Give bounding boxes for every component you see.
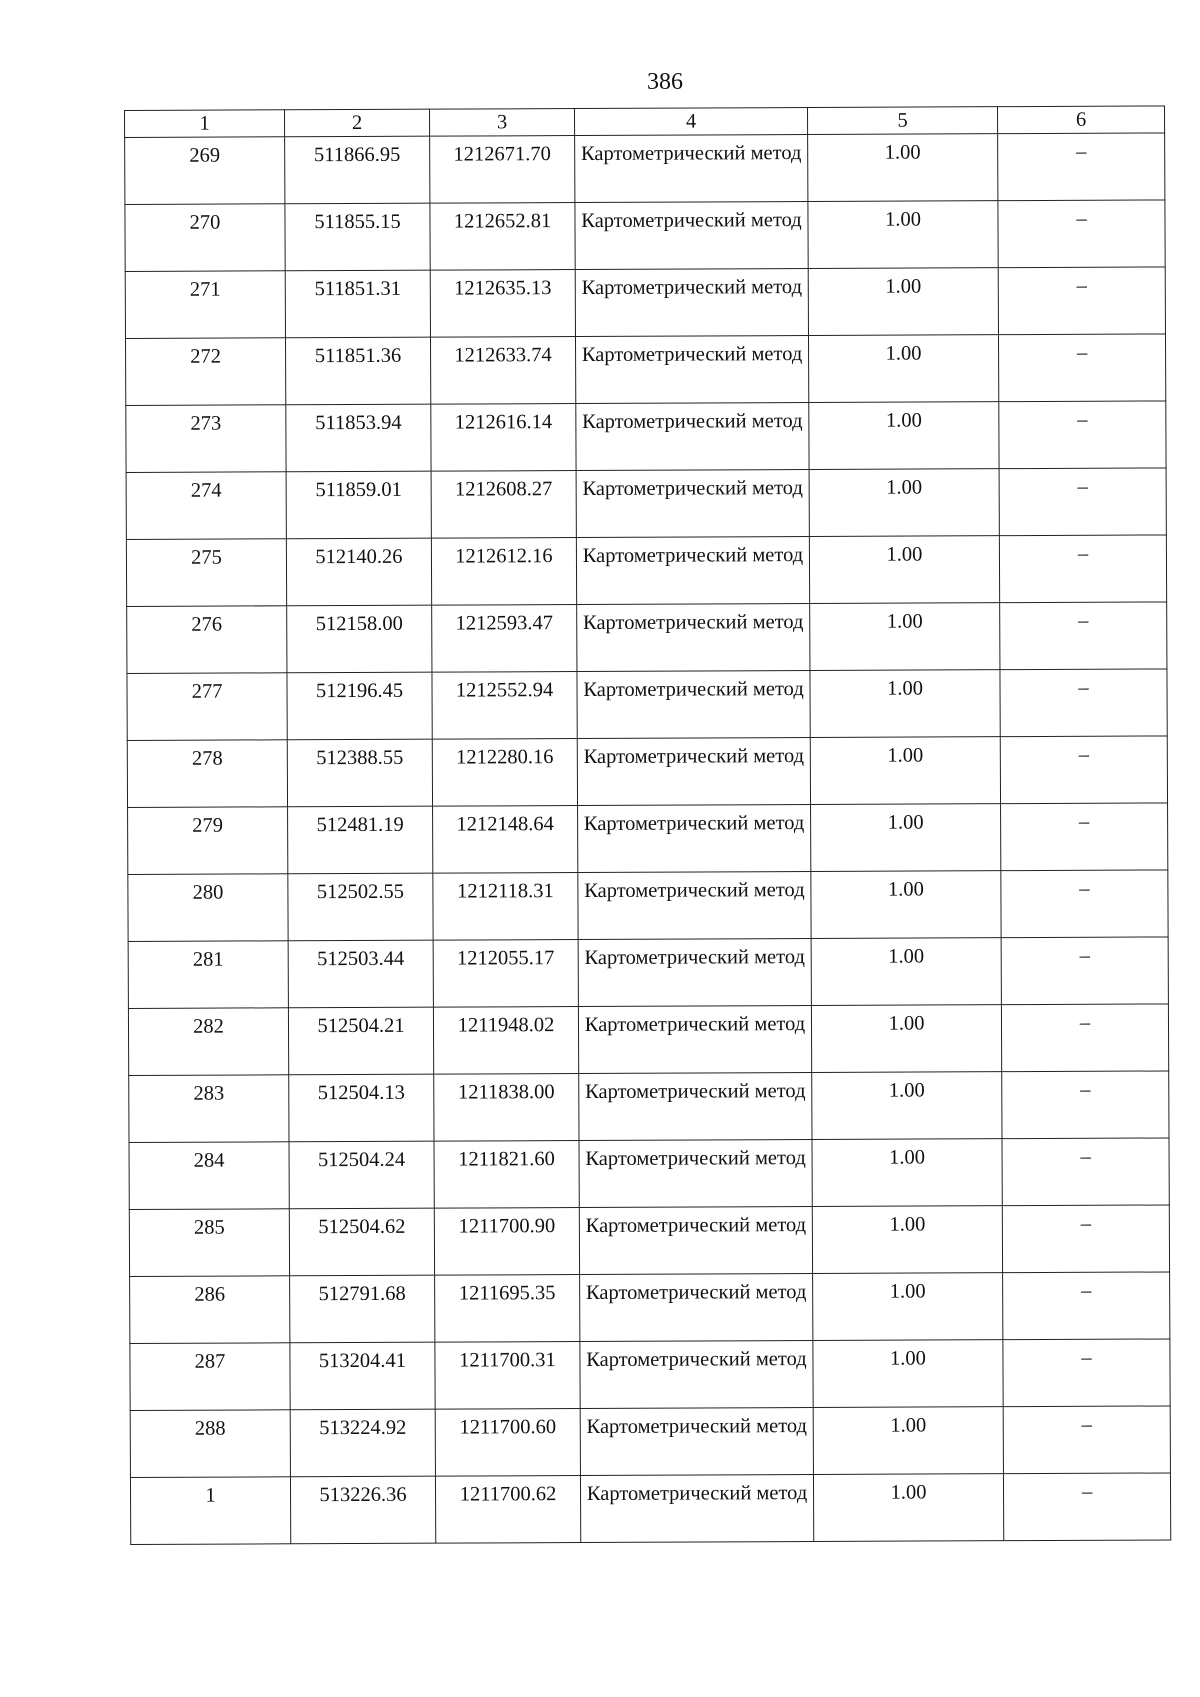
cell-point-number: 280 bbox=[128, 874, 288, 942]
cell-note: – bbox=[1001, 937, 1168, 1005]
cell-note: – bbox=[1003, 1272, 1170, 1340]
cell-accuracy: 1.00 bbox=[809, 469, 999, 537]
table-row bbox=[127, 736, 1167, 808]
table-row bbox=[127, 602, 1167, 674]
cell-point-number: 282 bbox=[128, 1008, 288, 1076]
cell-y-coordinate: 1212652.81 bbox=[430, 203, 575, 271]
table-row bbox=[125, 334, 1165, 406]
cell-accuracy: 1.00 bbox=[813, 1407, 1003, 1475]
table-row bbox=[125, 200, 1165, 272]
table-row bbox=[125, 133, 1165, 205]
cell-y-coordinate: 1212616.14 bbox=[431, 404, 576, 472]
cell-x-coordinate: 511851.31 bbox=[285, 270, 430, 338]
cell-y-coordinate: 1211700.60 bbox=[435, 1409, 580, 1477]
cell-x-coordinate: 512504.24 bbox=[289, 1141, 434, 1209]
cell-note: – bbox=[999, 468, 1166, 536]
cell-accuracy: 1.00 bbox=[812, 1206, 1002, 1274]
cell-accuracy: 1.00 bbox=[811, 938, 1001, 1006]
table-row bbox=[130, 1406, 1170, 1478]
table-row bbox=[128, 1004, 1168, 1076]
coordinates-table bbox=[124, 105, 1171, 1545]
cell-method: Картометрический метод bbox=[579, 1207, 812, 1275]
cell-point-number: 288 bbox=[130, 1410, 290, 1478]
header-col-3: 3 bbox=[429, 109, 574, 137]
cell-point-number: 275 bbox=[126, 539, 286, 607]
cell-point-number: 278 bbox=[127, 740, 287, 808]
cell-y-coordinate: 1211700.90 bbox=[434, 1208, 579, 1276]
cell-y-coordinate: 1212148.64 bbox=[433, 806, 578, 874]
cell-x-coordinate: 512504.21 bbox=[288, 1007, 433, 1075]
cell-note: – bbox=[998, 133, 1165, 201]
cell-method: Картометрический метод bbox=[580, 1341, 813, 1409]
cell-y-coordinate: 1212612.16 bbox=[431, 538, 576, 606]
table-row bbox=[126, 401, 1166, 473]
cell-y-coordinate: 1212671.70 bbox=[430, 136, 575, 204]
cell-method: Картометрический метод bbox=[575, 336, 808, 404]
cell-accuracy: 1.00 bbox=[809, 536, 999, 604]
cell-x-coordinate: 512502.55 bbox=[288, 873, 433, 941]
cell-point-number: 281 bbox=[128, 941, 288, 1009]
cell-point-number: 286 bbox=[130, 1276, 290, 1344]
cell-y-coordinate: 1211821.60 bbox=[434, 1141, 579, 1209]
cell-y-coordinate: 1212633.74 bbox=[430, 337, 575, 405]
cell-x-coordinate: 512481.19 bbox=[288, 806, 433, 874]
cell-accuracy: 1.00 bbox=[808, 134, 998, 202]
cell-y-coordinate: 1212118.31 bbox=[433, 873, 578, 941]
cell-point-number: 276 bbox=[127, 606, 287, 674]
table-row bbox=[130, 1272, 1170, 1344]
cell-point-number: 277 bbox=[127, 673, 287, 741]
cell-x-coordinate: 513204.41 bbox=[290, 1342, 435, 1410]
cell-method: Картометрический метод bbox=[575, 202, 808, 270]
cell-method: Картометрический метод bbox=[578, 1006, 811, 1074]
cell-y-coordinate: 1211695.35 bbox=[435, 1275, 580, 1343]
cell-point-number: 283 bbox=[129, 1075, 289, 1143]
cell-method: Картометрический метод bbox=[578, 872, 811, 940]
cell-method: Картометрический метод bbox=[580, 1274, 813, 1342]
table-row bbox=[130, 1339, 1170, 1411]
cell-point-number: 284 bbox=[129, 1142, 289, 1210]
cell-note: – bbox=[1002, 1071, 1169, 1139]
cell-x-coordinate: 511853.94 bbox=[286, 404, 431, 472]
cell-accuracy: 1.00 bbox=[811, 1005, 1001, 1073]
cell-x-coordinate: 512791.68 bbox=[290, 1275, 435, 1343]
cell-y-coordinate: 1212280.16 bbox=[432, 739, 577, 807]
cell-x-coordinate: 512196.45 bbox=[287, 672, 432, 740]
table-row bbox=[128, 803, 1168, 875]
page-number: 386 bbox=[647, 69, 683, 95]
cell-point-number: 279 bbox=[128, 807, 288, 875]
cell-accuracy: 1.00 bbox=[808, 335, 998, 403]
cell-x-coordinate: 512158.00 bbox=[287, 605, 432, 673]
cell-method: Картометрический метод bbox=[575, 135, 808, 203]
cell-method: Картометрический метод bbox=[578, 939, 811, 1007]
cell-point-number: 1 bbox=[130, 1477, 290, 1545]
cell-note: – bbox=[1001, 870, 1168, 938]
cell-accuracy: 1.00 bbox=[808, 201, 998, 269]
cell-accuracy: 1.00 bbox=[812, 1072, 1002, 1140]
table-row bbox=[129, 1205, 1169, 1277]
cell-note: – bbox=[999, 535, 1166, 603]
table-row bbox=[125, 267, 1165, 339]
cell-accuracy: 1.00 bbox=[813, 1340, 1003, 1408]
cell-note: – bbox=[1003, 1339, 1170, 1407]
cell-x-coordinate: 512140.26 bbox=[286, 538, 431, 606]
cell-point-number: 274 bbox=[126, 472, 286, 540]
cell-method: Картометрический метод bbox=[580, 1475, 813, 1543]
cell-note: – bbox=[998, 334, 1165, 402]
cell-point-number: 287 bbox=[130, 1343, 290, 1411]
cell-note: – bbox=[1003, 1406, 1170, 1474]
cell-y-coordinate: 1212552.94 bbox=[432, 672, 577, 740]
cell-x-coordinate: 511851.36 bbox=[285, 337, 430, 405]
header-col-6: 6 bbox=[997, 106, 1164, 134]
table-row bbox=[130, 1473, 1170, 1545]
cell-note: – bbox=[1001, 1004, 1168, 1072]
table-row bbox=[128, 937, 1168, 1009]
cell-method: Картометрический метод bbox=[579, 1140, 812, 1208]
cell-method: Картометрический метод bbox=[577, 671, 810, 739]
cell-x-coordinate: 512388.55 bbox=[287, 739, 432, 807]
cell-note: – bbox=[1000, 736, 1167, 804]
header-col-1: 1 bbox=[125, 110, 285, 138]
cell-x-coordinate: 511855.15 bbox=[285, 203, 430, 271]
cell-y-coordinate: 1211838.00 bbox=[434, 1074, 579, 1142]
cell-accuracy: 1.00 bbox=[808, 268, 998, 336]
cell-accuracy: 1.00 bbox=[813, 1273, 1003, 1341]
cell-x-coordinate: 513226.36 bbox=[290, 1476, 435, 1544]
cell-point-number: 269 bbox=[125, 137, 285, 205]
cell-y-coordinate: 1211700.62 bbox=[435, 1476, 580, 1544]
cell-point-number: 272 bbox=[125, 338, 285, 406]
cell-y-coordinate: 1212593.47 bbox=[432, 605, 577, 673]
cell-note: – bbox=[998, 267, 1165, 335]
cell-y-coordinate: 1212635.13 bbox=[430, 270, 575, 338]
table-row bbox=[126, 535, 1166, 607]
cell-x-coordinate: 511859.01 bbox=[286, 471, 431, 539]
cell-y-coordinate: 1211948.02 bbox=[433, 1007, 578, 1075]
cell-method: Картометрический метод bbox=[576, 537, 809, 605]
cell-point-number: 270 bbox=[125, 204, 285, 272]
header-col-4: 4 bbox=[574, 108, 807, 136]
cell-method: Картометрический метод bbox=[579, 1073, 812, 1141]
cell-accuracy: 1.00 bbox=[811, 804, 1001, 872]
cell-x-coordinate: 512503.44 bbox=[288, 940, 433, 1008]
cell-x-coordinate: 513224.92 bbox=[290, 1409, 435, 1477]
cell-x-coordinate: 512504.62 bbox=[289, 1208, 434, 1276]
cell-method: Картометрический метод bbox=[577, 738, 810, 806]
cell-accuracy: 1.00 bbox=[809, 402, 999, 470]
cell-note: – bbox=[1002, 1205, 1169, 1273]
table-row bbox=[129, 1071, 1169, 1143]
cell-note: – bbox=[1003, 1473, 1170, 1541]
header-col-5: 5 bbox=[807, 107, 997, 135]
cell-point-number: 271 bbox=[125, 271, 285, 339]
cell-accuracy: 1.00 bbox=[810, 737, 1000, 805]
cell-y-coordinate: 1211700.31 bbox=[435, 1342, 580, 1410]
table-row bbox=[128, 870, 1168, 942]
cell-method: Картометрический метод bbox=[575, 269, 808, 337]
cell-y-coordinate: 1212608.27 bbox=[431, 471, 576, 539]
table-row bbox=[126, 468, 1166, 540]
table-row bbox=[129, 1138, 1169, 1210]
header-col-2: 2 bbox=[285, 109, 430, 137]
cell-note: – bbox=[1001, 803, 1168, 871]
cell-method: Картометрический метод bbox=[578, 805, 811, 873]
cell-note: – bbox=[998, 200, 1165, 268]
cell-note: – bbox=[1000, 669, 1167, 737]
cell-accuracy: 1.00 bbox=[811, 871, 1001, 939]
cell-note: – bbox=[999, 401, 1166, 469]
cell-x-coordinate: 512504.13 bbox=[289, 1074, 434, 1142]
cell-accuracy: 1.00 bbox=[813, 1474, 1003, 1542]
cell-method: Картометрический метод bbox=[580, 1408, 813, 1476]
cell-method: Картометрический метод bbox=[576, 403, 809, 471]
table-body bbox=[125, 133, 1171, 1545]
cell-accuracy: 1.00 bbox=[810, 670, 1000, 738]
cell-y-coordinate: 1212055.17 bbox=[433, 940, 578, 1008]
cell-accuracy: 1.00 bbox=[812, 1139, 1002, 1207]
cell-accuracy: 1.00 bbox=[810, 603, 1000, 671]
cell-note: – bbox=[1002, 1138, 1169, 1206]
table-row bbox=[127, 669, 1167, 741]
cell-method: Картометрический метод bbox=[576, 470, 809, 538]
cell-x-coordinate: 511866.95 bbox=[285, 136, 430, 204]
cell-point-number: 273 bbox=[126, 405, 286, 473]
cell-method: Картометрический метод bbox=[577, 604, 810, 672]
cell-point-number: 285 bbox=[129, 1209, 289, 1277]
cell-note: – bbox=[1000, 602, 1167, 670]
